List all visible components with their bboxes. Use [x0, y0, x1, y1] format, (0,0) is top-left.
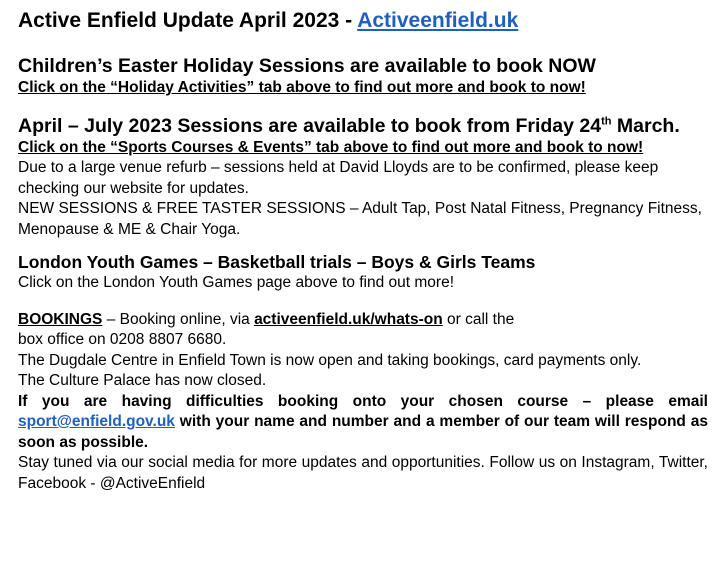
sports-courses-instruction: Click on the “Sports Courses & Events” tab above to find out more and book to now! [18, 139, 644, 156]
london-youth-text: Click on the London Youth Games page above to find out more! [18, 274, 455, 291]
bookings-text-2: or call the [442, 310, 515, 328]
box-office-text: box office on 0208 8807 6680. [18, 331, 227, 348]
new-sessions-text: NEW SESSIONS & FREE TASTER SESSIONS – Adult Tap, Post Natal Fitness, Pregnancy Fitness, Menopause & ME & Chair Yoga. [18, 200, 702, 238]
title-text: Active Enfield Update April 2023 - [18, 9, 358, 32]
bookings-line [18, 310, 708, 331]
easter-heading: Children’s Easter Holiday Sessions are available to book NOW [18, 55, 596, 77]
difficulty-text-2: with your name and number and a member of our team will respond as soon as possible. [18, 413, 708, 451]
activeenfield-link[interactable]: Activeenfield.uk [357, 9, 519, 32]
difficulty-paragraph [18, 392, 708, 454]
social-text: Stay tuned via our social media for more updates and opportunities. Follow us on Instagram, Twitter, Facebook - @ActiveEnfield [18, 454, 708, 492]
easter-instruction: Click on the “Holiday Activities” tab above to find out more and book to now! [18, 79, 586, 96]
april-july-heading-suffix: March. [611, 115, 680, 137]
bookings-text-1: – Booking online, via [102, 310, 255, 328]
april-july-heading-sup: th [601, 115, 612, 128]
culture-palace-text: The Culture Palace has now closed. [18, 372, 267, 389]
april-july-heading-prefix: April – July 2023 Sessions are available to book from Friday 24 [18, 115, 602, 137]
london-youth-heading: London Youth Games – Basketball trials – Boys & Girls Teams [18, 252, 536, 272]
refurb-note: Due to a large venue refurb – sessions held at David Lloyds are to be confirmed, please keep checking our website for updates. [18, 159, 659, 197]
difficulty-text-1: If you are having difficulties booking onto your chosen course – please email [18, 392, 708, 410]
bookings-label: BOOKINGS [18, 310, 103, 328]
april-july-heading [18, 114, 708, 138]
page-title [18, 6, 708, 36]
dugdale-text: The Dugdale Centre in Enfield Town is now open and taking bookings, card payments only. [18, 351, 642, 369]
email-link[interactable]: sport@enfield.gov.uk [18, 413, 175, 430]
whats-on-link[interactable]: activeenfield.uk/whats-on [254, 310, 443, 328]
